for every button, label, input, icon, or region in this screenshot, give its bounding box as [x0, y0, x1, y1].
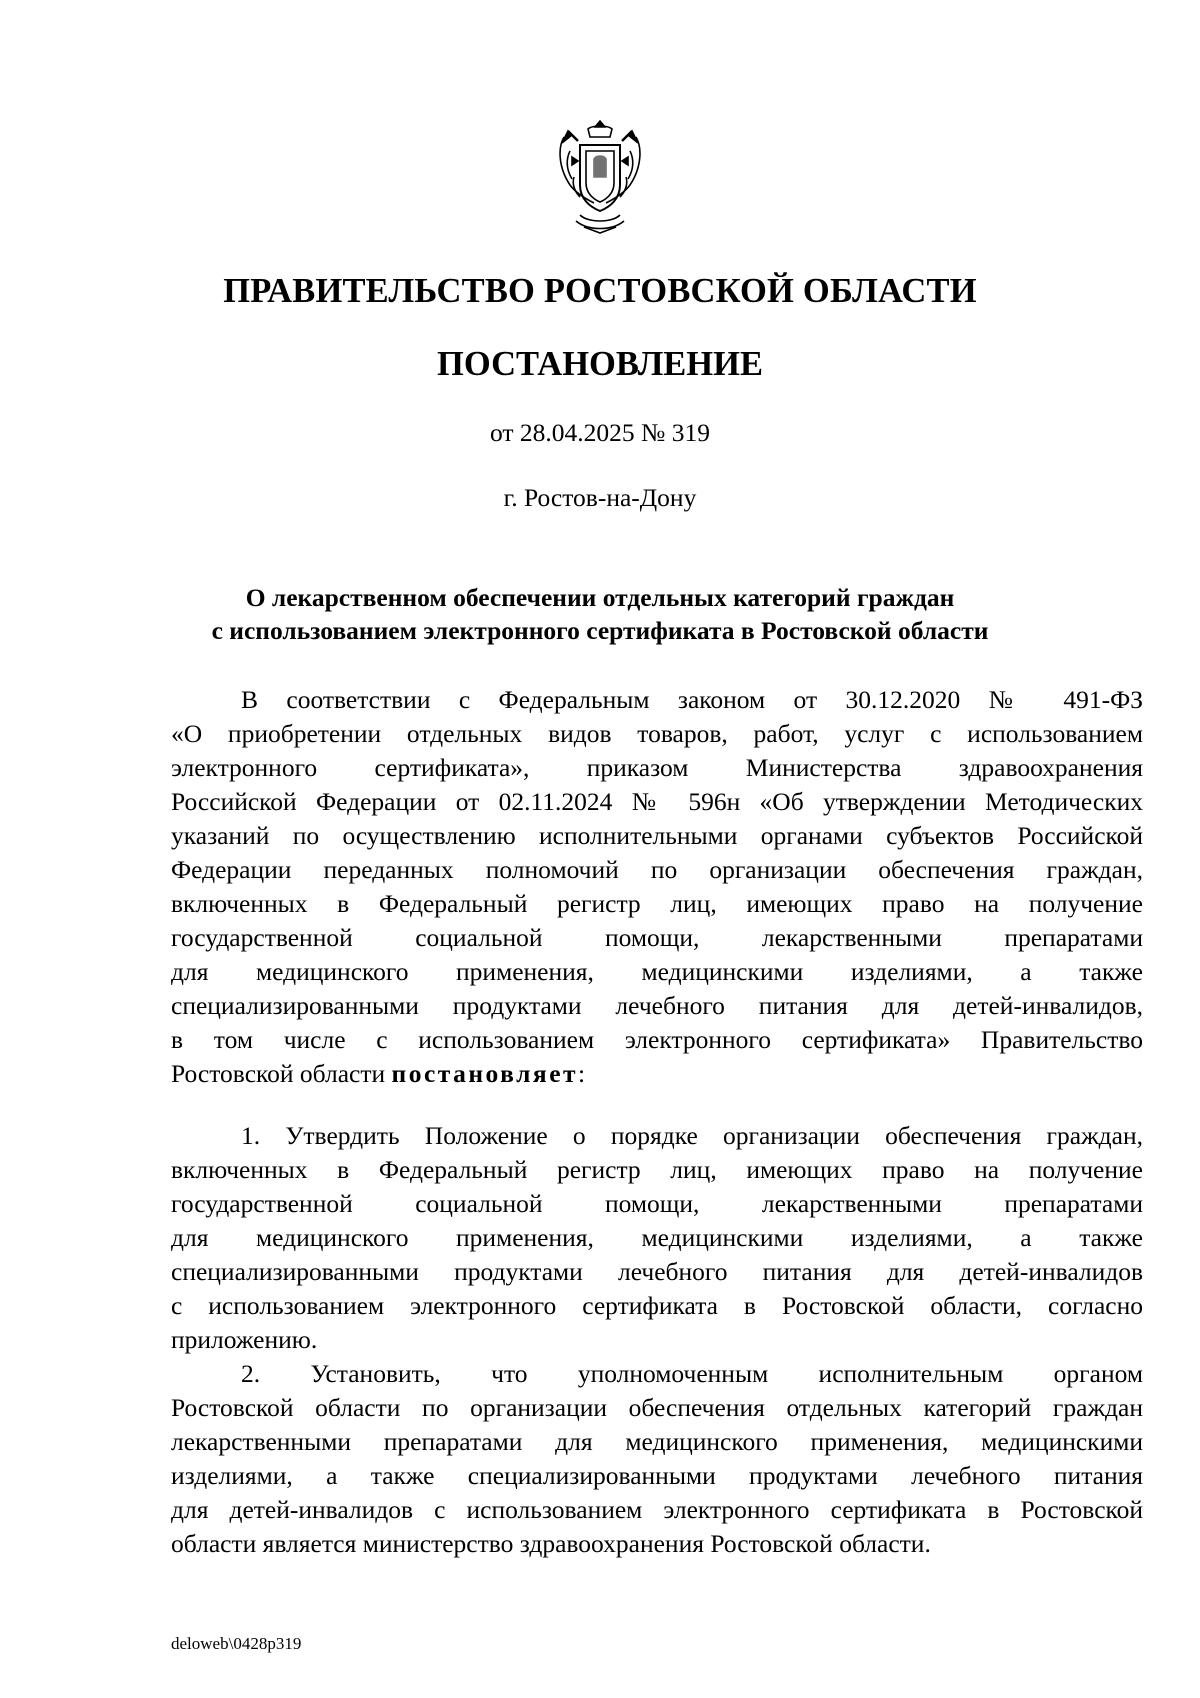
- paragraph-line: Ростовской области по организации обеспечения отдельных категорий граждан: [171, 1393, 1143, 1422]
- city-line: г. Ростов-на-Дону: [503, 483, 697, 512]
- paragraph-line: включенных в Федеральный регистр лиц, имеющих право на получение: [171, 889, 1143, 918]
- paragraph-line: государственной социальной помощи, лекарственными препаратами: [171, 923, 1143, 952]
- preamble-paragraph: [171, 683, 1143, 1091]
- paragraph-line: 2. Установить, что уполномоченным исполнительным органом: [241, 1359, 1143, 1388]
- organization-name: ПРАВИТЕЛЬСТВО РОСТОВСКОЙ ОБЛАСТИ: [223, 272, 977, 310]
- paragraph-line: приложению.: [171, 1325, 318, 1354]
- paragraph-line: В соответствии с Федеральным законом от 30.12.2020 № 491-ФЗ: [241, 685, 1143, 714]
- title-line: О лекарственном обеспечении отдельных категорий граждан: [245, 583, 955, 612]
- paragraph-text: Ростовской области: [171, 1059, 392, 1088]
- title-line: с использованием электронного сертификата в Ростовской области: [211, 616, 989, 645]
- paragraph-line: лекарственными препаратами для медицинского применения, медицинскими: [171, 1427, 1143, 1456]
- date-number-line: от 28.04.2025 № 319: [489, 418, 710, 447]
- paragraph-line: специализированными продуктами лечебного питания для детей-инвалидов: [171, 1257, 1143, 1286]
- paragraph-line: Российской Федерации от 02.11.2024 № 596н «Об утверждении Методических: [171, 787, 1143, 816]
- paragraph-line: в том числе с использованием электронного сертификата» Правительство: [171, 1025, 1143, 1054]
- paragraph-text: :: [578, 1059, 586, 1088]
- paragraph-line: «О приобретении отдельных видов товаров, работ, услуг с использованием: [171, 719, 1143, 748]
- paragraph-line: государственной социальной помощи, лекарственными препаратами: [171, 1189, 1143, 1218]
- document-type: ПОСТАНОВЛЕНИЕ: [437, 345, 763, 383]
- paragraph-line: специализированными продуктами лечебного питания для детей-инвалидов,: [171, 991, 1143, 1020]
- paragraph-line: для медицинского применения, медицинскими изделиями, а также: [171, 1223, 1143, 1252]
- paragraph-line: изделиями, а также специализированными продуктами лечебного питания: [171, 1461, 1143, 1490]
- paragraph-line: для медицинского применения, медицинскими изделиями, а также: [171, 957, 1143, 986]
- document-code: deloweb\0428p319: [171, 1634, 302, 1653]
- item-2-paragraph: [171, 1357, 1143, 1561]
- paragraph-line: области является министерство здравоохранения Ростовской области.: [171, 1529, 931, 1558]
- paragraph-line: [171, 1057, 1143, 1091]
- paragraph-line: с использованием электронного сертификата в Ростовской области, согласно: [171, 1291, 1143, 1320]
- paragraph-line: Федерации переданных полномочий по организации обеспечения граждан,: [171, 855, 1143, 884]
- paragraph-line: для детей-инвалидов с использованием электронного сертификата в Ростовской: [171, 1495, 1143, 1524]
- document-title: [160, 581, 1040, 647]
- paragraph-line: указаний по осуществлению исполнительными органами субъектов Российской: [171, 821, 1143, 850]
- paragraph-line: 1. Утвердить Положение о порядке организации обеспечения граждан,: [241, 1121, 1143, 1150]
- coat-of-arms-icon: [550, 117, 650, 237]
- item-1-paragraph: [171, 1119, 1143, 1357]
- resolves-word: постановляет: [391, 1059, 579, 1088]
- paragraph-line: включенных в Федеральный регистр лиц, имеющих право на получение: [171, 1155, 1143, 1184]
- paragraph-line: электронного сертификата», приказом Министерства здравоохранения: [171, 753, 1143, 782]
